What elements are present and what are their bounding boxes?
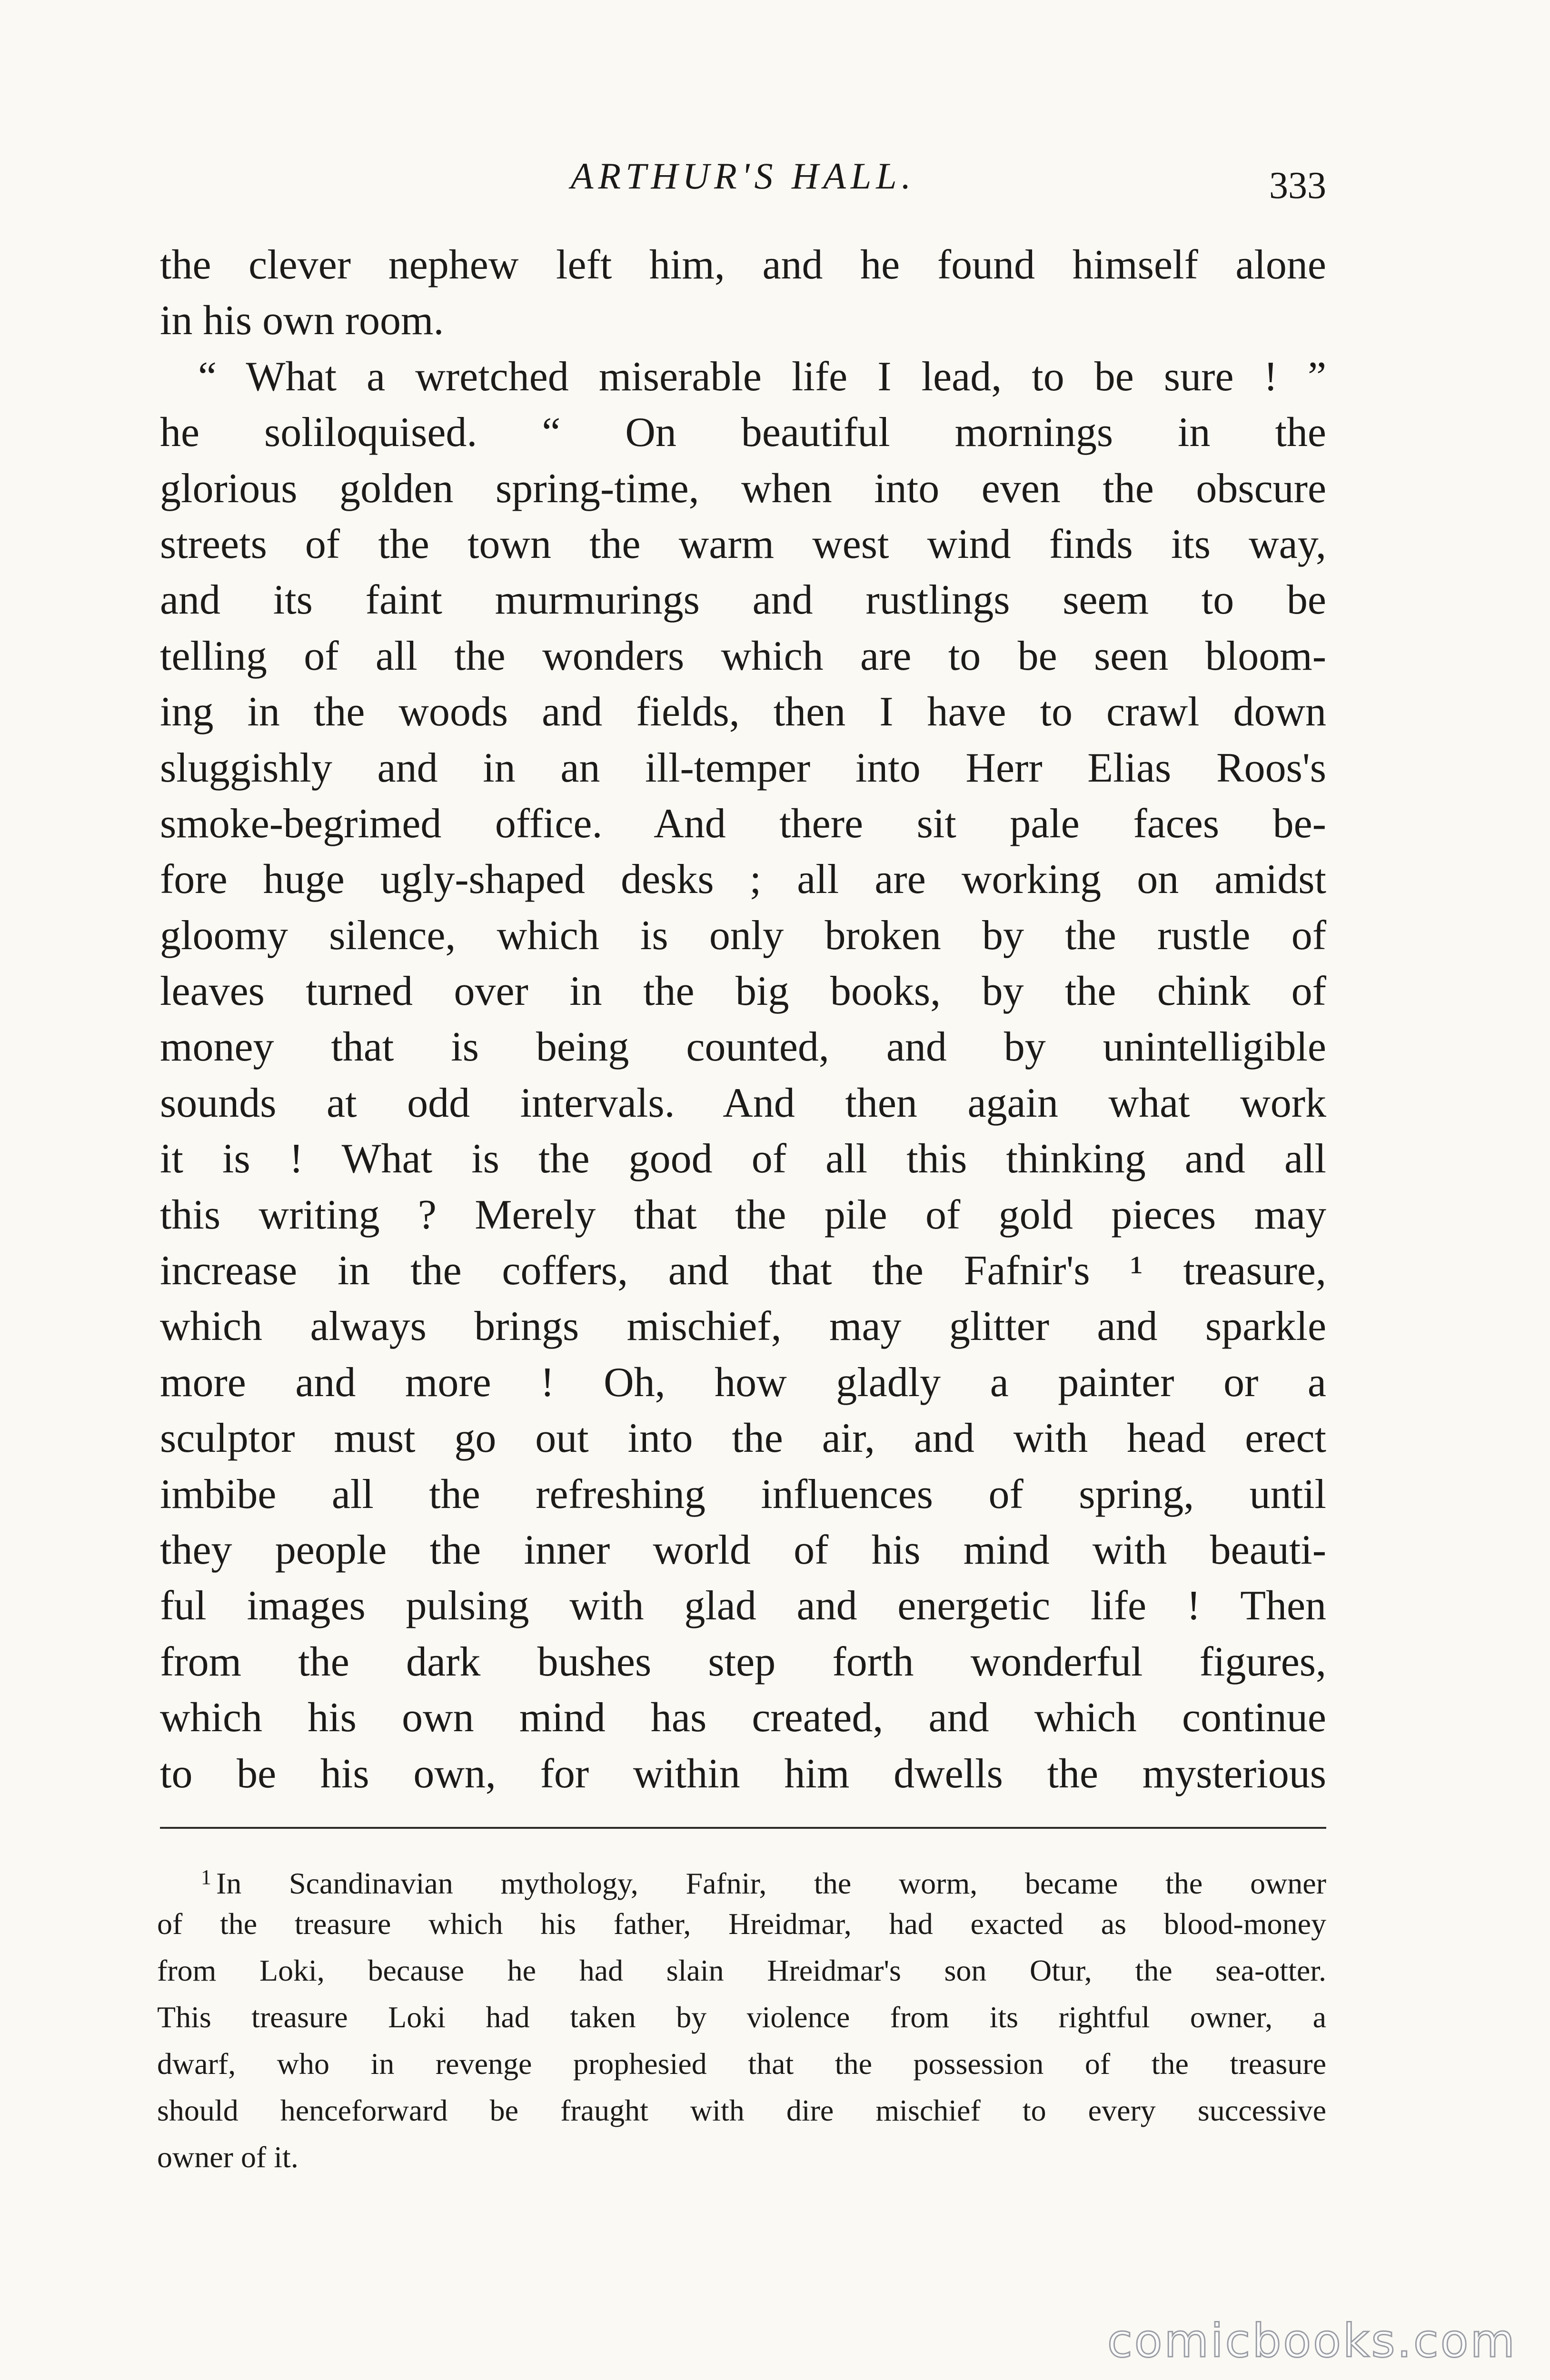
text-line: ful images pulsing with glad and energetic life ! Then <box>160 1583 1326 1629</box>
text-line: from the dark bushes step forth wonderful figures, <box>160 1638 1326 1685</box>
footnote-marker: 1 <box>201 1865 211 1889</box>
page-number: 333 <box>1269 165 1326 207</box>
text-line: money that is being counted, and by unintelligible <box>160 1024 1326 1071</box>
footnote-line <box>157 1854 1326 1901</box>
text-line: and its faint murmurings and rustlings seem to be <box>160 577 1326 624</box>
text-line: in his own room. <box>160 298 444 344</box>
text-line: increase in the coffers, and that the Fafnir's ¹ treasure, <box>160 1248 1326 1294</box>
text-line: it is ! What is the good of all this thinking and all <box>160 1136 1326 1182</box>
footnote-line: should henceforward be fraught with dire mischief to every successive <box>157 2093 1326 2127</box>
footnote-text: In Scandinavian mythology, Fafnir, the worm, became the owner <box>216 1866 1326 1900</box>
text-line: imbibe all the refreshing influences of spring, until <box>160 1471 1326 1517</box>
text-line: they people the inner world of his mind with beauti- <box>160 1527 1326 1573</box>
body-text <box>160 237 1326 1802</box>
text-line: fore huge ugly-shaped desks ; all are working on amidst <box>160 856 1326 903</box>
text-line: glorious golden spring-time, when into even the obscure <box>160 465 1326 512</box>
text-line: he soliloquised. “ On beautiful mornings in the <box>160 409 1326 456</box>
text-line: sculptor must go out into the air, and with head erect <box>160 1415 1326 1462</box>
text-line: “ What a wretched miserable life I lead, to be sure ! ” <box>198 353 1326 400</box>
text-line: the clever nephew left him, and he found himself alone <box>160 242 1326 288</box>
footnote-line: owner of it. <box>157 2140 298 2174</box>
footnote-divider <box>160 1827 1326 1829</box>
footnote <box>157 1854 1326 2181</box>
text-line: streets of the town the warm west wind finds its way, <box>160 521 1326 567</box>
footnote-line: of the treasure which his father, Hreidmar, had exacted as blood-money <box>157 1907 1326 1941</box>
text-line: ing in the woods and fields, then I have to crawl down <box>160 689 1326 735</box>
running-title: ARTHUR'S HALL. <box>570 155 916 197</box>
text-line: leaves turned over in the big books, by the chink of <box>160 968 1326 1015</box>
footnote-line: This treasure Loki had taken by violence from its rightful owner, a <box>157 2000 1326 2034</box>
running-head <box>160 143 1326 209</box>
text-line: telling of all the wonders which are to be seen bloom- <box>160 633 1326 679</box>
text-line: which his own mind has created, and which continue <box>160 1695 1326 1741</box>
text-line: sounds at odd intervals. And then again what work <box>160 1080 1326 1126</box>
text-line: smoke-begrimed office. And there sit pale faces be- <box>160 800 1326 847</box>
watermark: comicbooks.com <box>1107 2314 1517 2368</box>
text-line: this writing ? Merely that the pile of gold pieces may <box>160 1191 1326 1238</box>
text-line: to be his own, for within him dwells the mysterious <box>160 1750 1326 1797</box>
footnote-line: dwarf, who in revenge prophesied that the possession of the treasure <box>157 2047 1326 2081</box>
text-line: gloomy silence, which is only broken by the rustle of <box>160 912 1326 959</box>
footnote-line: from Loki, because he had slain Hreidmar's son Otur, the sea-otter. <box>157 1954 1326 1987</box>
text-line: which always brings mischief, may glitter and sparkle <box>160 1303 1326 1350</box>
text-line: more and more ! Oh, how gladly a painter or a <box>160 1359 1326 1406</box>
text-line: sluggishly and in an ill-temper into Herr Elias Roos's <box>160 744 1326 791</box>
